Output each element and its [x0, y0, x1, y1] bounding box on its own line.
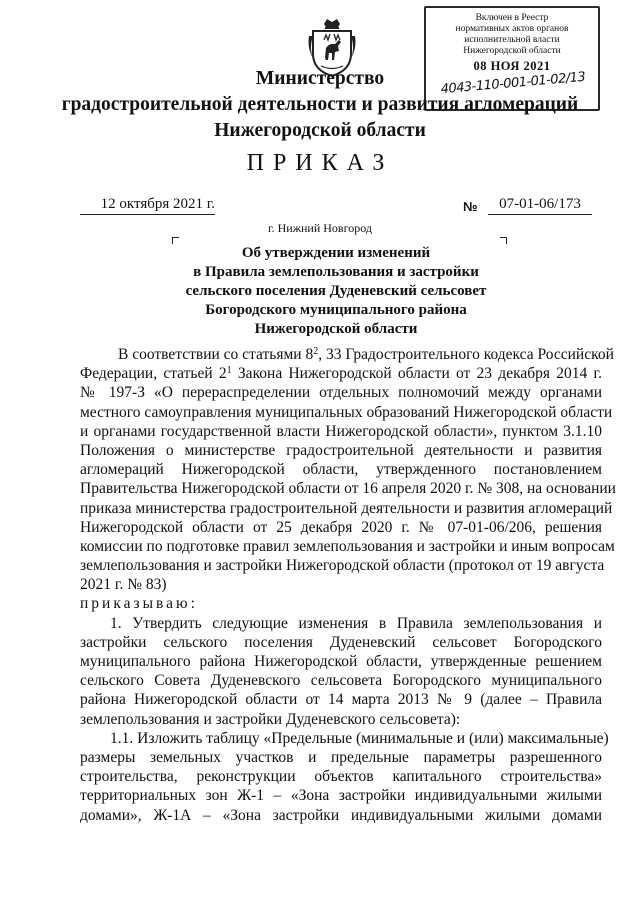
order-number: 07-01-06/173 [488, 196, 592, 215]
corner-mark-left [172, 237, 179, 244]
order-date: 12 октября 2021 г. [80, 196, 215, 215]
body-line: приказа министерства градостроительной деятельности и развития агломераций [80, 499, 613, 517]
body-line: сельского Совета Дуденевского сельсовета Богородского муниципального [80, 672, 602, 690]
body-line: муниципального района Нижегородской области, утвержденные решением [80, 653, 602, 670]
body-line: № 197-З «О перераспределении отдельных полномочий между органами [80, 384, 602, 402]
body-line: В соответствии со статьями $8^2$, 33 Градостроительного кодекса Российской [118, 346, 614, 363]
ministry-line: градостроительной деятельности и развития агломераций [61, 94, 579, 115]
body-line: 2021 г. № 83) [80, 576, 167, 594]
ministry-title [50, 66, 590, 144]
body-line: и органами государственной власти Нижегородской области», пунктом 3.1.10 [80, 422, 602, 440]
body-line: Правительства Нижегородской области от 16 апреля 2020 г. № 308, на основании [80, 480, 616, 498]
stamp-line: Нижегородской области [463, 46, 561, 56]
body-line: землепользования и застройки Дуденевского сельсовета): [80, 710, 461, 728]
body-line: размеры земельных участков и предельные параметры разрешенного [80, 748, 602, 766]
body-line: Нижегородской области от 25 декабря 2020 г. № 07-01-06/206, решения [80, 518, 602, 536]
body-line: 1. Утвердить следующие изменения в Правила землепользования и [110, 614, 602, 632]
body-line: Положения о министерстве градостроительной деятельности и развития [80, 441, 602, 459]
body-line: домами», Ж-1А – «Зона застройки индивидуальными жилыми домами [80, 806, 602, 824]
order-body [80, 345, 616, 825]
corner-mark-right [500, 237, 507, 244]
number-sign: № [463, 199, 478, 214]
order-subject [140, 244, 532, 339]
stamp-date: 08 НОЯ 2021 [473, 59, 551, 73]
body-line: строительства, реконструкции объектов капитального строительства» [80, 768, 602, 786]
stamp-line: Включен в Реестр [475, 13, 549, 23]
doc-type-heading: ПРИКАЗ [246, 150, 394, 176]
body-line: землепользования и застройки Нижегородской области (протокол от 19 августа [80, 557, 605, 575]
body-line: района Нижегородской области от 14 марта 2013 № 9 (далее – Правила [80, 691, 602, 709]
subject-line: Об утверждении изменений [241, 245, 431, 261]
body-line: местного самоуправления муниципальных образований Нижегородской области [80, 403, 613, 421]
order-word: приказываю: [80, 595, 198, 613]
subject-line: сельского поселения Дуденевский сельсовет [185, 283, 487, 299]
body-line: комиссии по подготовке правил землепользования и застройки и иным вопросам [80, 537, 615, 555]
subject-line: в Правила землепользования и застройки [193, 264, 479, 280]
city-line: г. Нижний Новгород [268, 221, 372, 235]
body-line: агломераций Нижегородской области, утвержденного постановлением [80, 461, 602, 479]
body-line: Федерации, статьей $2^1$ Закона Нижегородской области от 23 декабря 2014 г. [80, 365, 602, 383]
ministry-line: Министерство [255, 68, 385, 89]
body-line: территориальных зон Ж-1 – «Зона застройки индивидуальными жилыми [80, 787, 602, 805]
subject-line: Богородского муниципального района [205, 302, 467, 318]
body-line: застройки сельского поселения Дуденевский сельсовет Богородского [80, 633, 602, 651]
ministry-line: Нижегородской области [214, 120, 426, 141]
subject-line: Нижегородской области [254, 321, 418, 337]
body-line: 1.1. Изложить таблицу «Предельные (минимальные и (или) максимальные) [110, 729, 609, 747]
stamp-reg-number: 4043-110-001-01-02/13 [440, 69, 586, 98]
stamp-line: нормативных актов органов [455, 24, 569, 34]
stamp-line: исполнительной власти [464, 35, 560, 45]
